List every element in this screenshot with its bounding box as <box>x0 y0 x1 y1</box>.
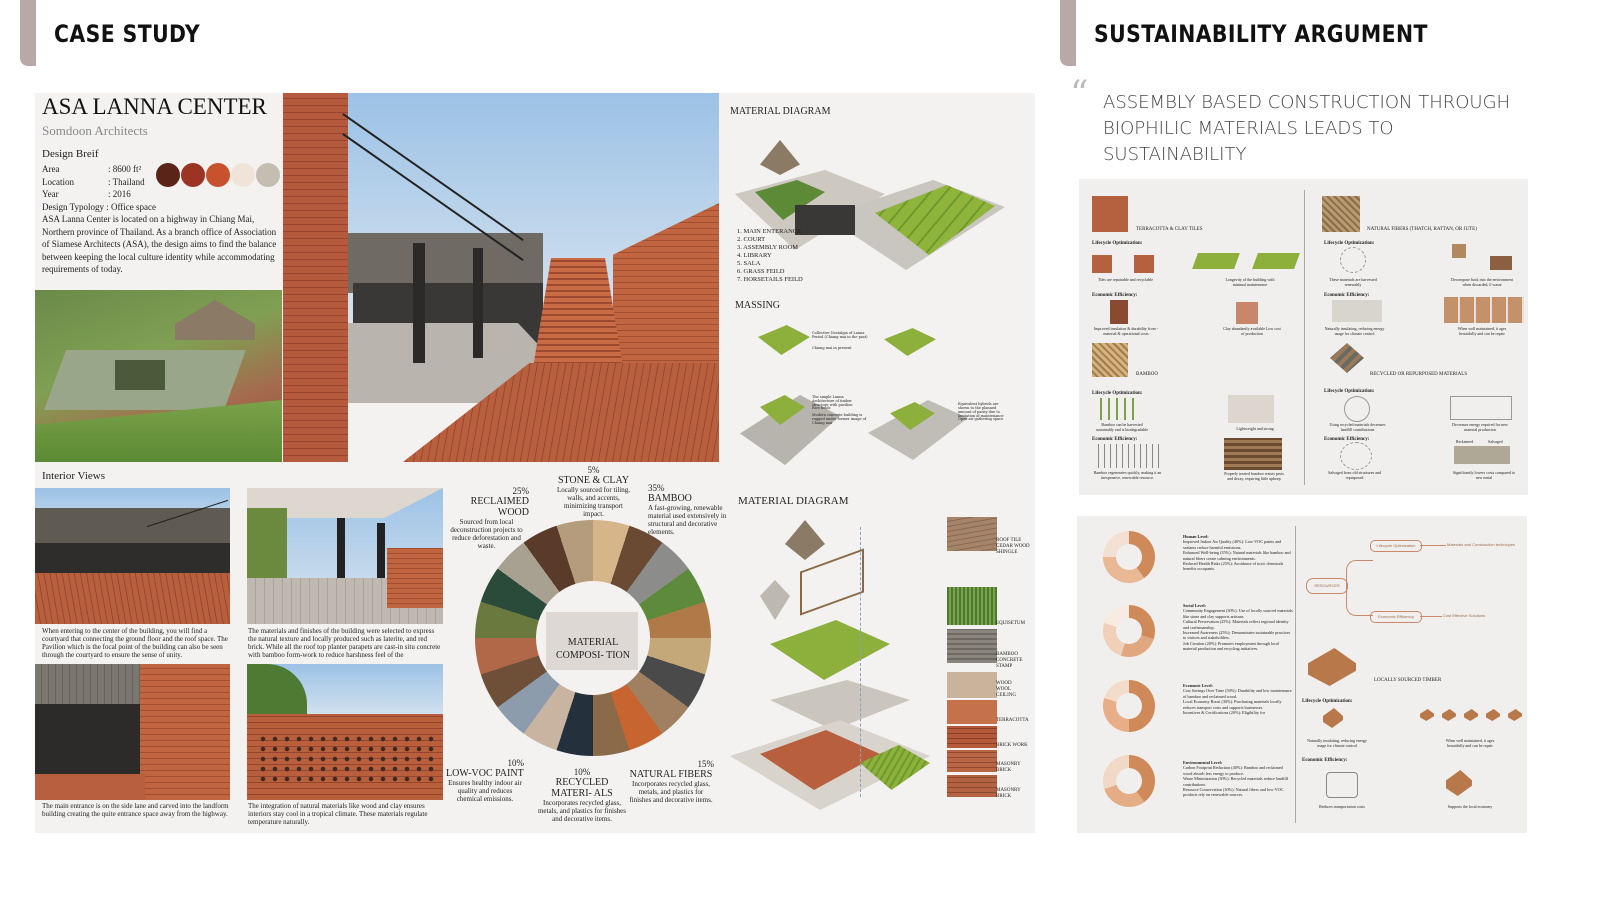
transport-icon <box>1326 772 1358 798</box>
social-level: Social Level: Community Engagement (30%): Use of locally sourced materials like stone and clay supports artisans. Cultural Preservation (25%): Materials reflect regional identity and craftsmanship. Increased Awareness (25%): Demonstrates sustainable practices to visitors and stakeholders. Job Creation (20%): Promotes employment through local material production and recycling initiatives. <box>1183 603 1293 652</box>
architect-name: Somdoon Architects <box>42 123 148 138</box>
lifecycle-label: Lifecycle Optimization: <box>1092 241 1143 246</box>
massing-note: The simple Lanna Architecture of timber structure with pavilion <box>812 395 853 407</box>
wheel-center-label: MATERIAL COMPOSI- TION <box>556 637 630 661</box>
building-icon <box>1192 253 1240 269</box>
timber-title: LOCALLY SOURCED TIMBER <box>1374 678 1442 683</box>
donut-hole <box>1116 693 1142 719</box>
cycle-icon <box>1340 247 1366 273</box>
environmental-level: Environmental Level: Carbon Footprint Reduction (40%): Bamboo and reclaimed wood absorb less energy to produce. Waste Minimization (30%): Recycled materials reduce landfill contributions. Resource Conservation (30%): Natural fibers and low-VOC products rely on renewable sources. <box>1183 760 1289 798</box>
clay-icon <box>1236 302 1258 324</box>
material-tile-roof <box>947 517 997 551</box>
bamboo-bundle-photo <box>1224 438 1282 470</box>
note: Naturally insulating, reducing energy usage for climate control <box>1307 738 1367 748</box>
tile-label: ROOF TILE CEDAR WOOD SHINGLE <box>996 538 1030 555</box>
interior-photo-3 <box>35 664 230 800</box>
mindmap-center: RESOURCES <box>1306 578 1348 594</box>
composition-label-natural-fibers: 15% NATURAL FIBERS Incorporates recycled glass, metals, and plastics for finishes and decorative items. <box>629 759 714 804</box>
lifecycle-label: Lifecycle Optimization: <box>1092 391 1143 396</box>
donut-hole <box>1116 768 1142 794</box>
bamboo-title: BAMBOO <box>1136 372 1158 377</box>
note: Significantly lowers costs compared to new metal <box>1452 470 1516 480</box>
fibers-title: NATURAL FIBERS (THATCH, RATTAN, OR JUTE) <box>1367 227 1477 232</box>
lifecycle-label: Lifecycle Optimization: <box>1324 241 1375 246</box>
interior-photo-1 <box>35 488 230 624</box>
tile-label: BAMBOO CONCRETE STAMP <box>996 652 1023 669</box>
material-tile-wood-wool <box>947 672 997 698</box>
case-study-header: CASE STUDY <box>54 20 201 48</box>
building-icon <box>1252 253 1300 269</box>
economic-level: Economic Level: Cost Savings Over Time (50%): Durability and low maintenance of bamboo and reclaimed wood. Local Economy Boost (30%): Purchasing materials locally reduces transport costs and supports businesses. Incentives & Certifications (20%): Eligibility for <box>1183 683 1292 716</box>
note: Decreases energy required for new material production <box>1452 422 1508 432</box>
note: Decompose back into the environment when discarded, 0 waste <box>1451 277 1513 287</box>
economic-label: Economic Efficiency: <box>1092 293 1138 298</box>
metal-icon <box>1454 446 1510 464</box>
note: Using recycled materials decreases landfill contributions <box>1329 422 1386 432</box>
economic-label: Economic Efficiency: <box>1092 437 1138 442</box>
note: Salvaged from old structures and repurposed <box>1328 470 1381 480</box>
sustainability-quote: ASSEMBLY BASED CONSTRUCTION THROUGH BIOPHILIC MATERIALS LEADS TO SUSTAINABILITY <box>1103 92 1511 165</box>
factory-icon <box>1450 396 1512 420</box>
header-accent-bar <box>20 0 36 66</box>
lifecycle-label: Lifecycle Optimization: <box>1324 389 1375 394</box>
insulation-icon <box>1332 300 1382 322</box>
note: Reclaimed <box>1456 439 1474 444</box>
timber-economic: Economic Efficiency: <box>1302 758 1348 763</box>
leader-line <box>860 527 862 797</box>
recycled-title: RECYCLED OR REPURPOSED MATERIALS <box>1370 372 1468 377</box>
economic-label: Economic Efficiency: <box>1324 437 1370 442</box>
tile-label: BRICK WORK <box>996 743 1028 748</box>
palette-swatch <box>231 163 255 187</box>
note: Bamboo can be harvested sustainably and is biodegradable <box>1095 422 1149 432</box>
massing-note: Open air gathering space <box>958 417 1004 421</box>
composition-label-bamboo: 35% BAMBOO A fast-growing, renewable material used extensively in structural and decorative elements. <box>648 483 727 536</box>
material-diagram-bottom-title: MATERIAL DIAGRAM <box>738 495 849 507</box>
panel-divider <box>1295 526 1296 823</box>
massing-note: Equivalent hybrids are shown to the planned amount of parity due to limitation of maintenance <box>958 402 1004 418</box>
material-tile-masonry <box>947 750 997 772</box>
note: These materials are harvested renewably <box>1329 277 1377 287</box>
tile-label: MASONRY BRICK <box>996 788 1021 799</box>
hero-photo <box>283 93 719 462</box>
project-title: ASA LANNA CENTER <box>42 94 267 119</box>
donut-hole <box>1116 618 1142 644</box>
recycle-icon <box>1344 396 1370 422</box>
interior-caption-4: The integration of natural materials like wood and clay ensures interiors stay cool in a tropical climate. These materials regulate temperature naturally. <box>248 802 428 826</box>
note: When well maintained, it ages beautifully and can be repair <box>1457 326 1507 336</box>
economic-label: Economic Efficiency: <box>1324 293 1370 298</box>
composition-label-low-voc-paint: 10% LOW-VOC PAINT Ensures healthy indoor air quality and reduces chemical emissions. <box>446 758 524 803</box>
exploded-axonometric <box>730 520 940 810</box>
note: Supports the local economy <box>1447 804 1493 809</box>
terracotta-title: TERRACOTTA & CLAY TILES <box>1136 227 1203 232</box>
material-diagram-title: MATERIAL DIAGRAM <box>730 106 831 117</box>
palette-swatch <box>156 163 180 187</box>
note: Reduces transportation costs <box>1319 804 1365 809</box>
mindmap-link <box>1420 545 1446 546</box>
box-icon <box>1452 244 1466 258</box>
lightweight-icon <box>1228 395 1274 423</box>
interior-caption-1: When entering to the center of the building, you will find a courtyard that connecting the ground floor and the roof space. The Pavilion which is the focal point of the building can also be seen through the courtyard to ensure the sense of unity. <box>42 627 228 659</box>
bamboo-growth-chart <box>1098 444 1160 468</box>
bamboo-plant-icon <box>1100 398 1140 420</box>
mindmap-link <box>1346 585 1373 616</box>
natural-fibers-swatch <box>1322 196 1360 232</box>
mindmap-branch: Lifecycle Optimization <box>1370 540 1422 552</box>
header-accent-bar <box>1060 0 1076 66</box>
tile-label: MASONRY BRICK <box>996 762 1021 773</box>
material-tile-masonry <box>947 775 997 797</box>
tile-label: EQUISETUM <box>996 621 1025 626</box>
bamboo-swatch <box>1092 343 1128 377</box>
mindmap-branch: Economic Efficiency <box>1370 611 1422 623</box>
terracotta-swatch <box>1092 196 1128 232</box>
composition-label-recycled: 10% RECYCLED MATERI- ALS Incorporates recycled glass, metals, and plastics for finishes and decorative items. <box>537 767 627 823</box>
massing-note: Rice fields <box>812 406 831 410</box>
tile-icon <box>1134 255 1154 273</box>
mindmap-link <box>1420 616 1442 617</box>
note: Bamboo regenerates quickly, making it an inexpensive, renewable resource. <box>1093 470 1162 480</box>
tile-icon <box>1092 255 1112 273</box>
palette-swatch <box>181 163 205 187</box>
interior-caption-2: The materials and finishes of the building were selected to express the natural texture and locally produced such as laterite, and red brick. While all the roof top planter parapets are cast-in situ concrete with bamboo form-work to reduce harshness feel of the <box>248 627 441 659</box>
palette-swatch <box>256 163 280 187</box>
sustainability-header: SUSTAINABILITY ARGUMENT <box>1094 20 1428 48</box>
massing-note: Chiang mai in present <box>812 346 852 350</box>
design-brief: Area : 8600 ft² Location : Thailand Year : 2016 Design Typology : Office space ASA Lanna Center is located on a highway in Chiang Mai, Northern province of Thailand. As a branch office of Association of Siamese Architects (ASA), the design aims to find the balance between keeping the local culture identity while accommodating requirements of today. <box>42 164 277 274</box>
material-tile-bamboo-concrete <box>947 629 997 663</box>
note: Tiles are repairable and recyclable <box>1098 277 1153 282</box>
palette-swatch <box>206 163 230 187</box>
material-tile-terracotta <box>947 700 997 724</box>
mindmap-leaf: Materials and Construction techniques <box>1447 542 1516 547</box>
interior-photo-2 <box>247 488 443 624</box>
soil-icon <box>1490 256 1512 270</box>
massing-note: Modern concrete building is rugged under former image of Chiang mai <box>812 413 867 425</box>
fiber-panels <box>1444 297 1524 323</box>
material-tile-equisetum <box>947 587 997 625</box>
quote-mark-icon: “ <box>1070 74 1089 115</box>
composition-label-stone-clay: 5% STONE & CLAY Locally sourced for tiling, walls, and accents, minimizing transport impact. <box>556 465 631 518</box>
diagram-legend: 1. MAIN ENTERANCE 2. COURT 3. ASSEMBLY ROOM 4. LIBRARY 5. SALA 6. GRASS FEILD 7. HORSETAILS FEILD <box>737 228 803 283</box>
aerial-photo <box>35 290 282 462</box>
donut-hole <box>1116 544 1142 570</box>
human-level: Human Level: Improved Indoor Air Quality (40%): Low-VOC paints and sealants reduce harmful emissions. Enhanced Well-being (35%): Natural materials like bamboo and natural fibers create calming environments. Reduced Health Risks (25%): Avoidance of toxic chemicals benefits occupants. <box>1183 534 1291 572</box>
note: When well maintained, it ages beautifully and can be repair <box>1445 738 1495 748</box>
insulation-icon <box>1110 300 1128 324</box>
salvage-icon <box>1340 442 1372 470</box>
note: Improved insulation & durability from - material & operational costs <box>1093 326 1159 336</box>
massing-title: MASSING <box>735 300 781 311</box>
note: Salvaged <box>1488 439 1503 444</box>
interior-heading: Interior Views <box>42 470 105 482</box>
material-tile-brick <box>947 726 997 748</box>
tile-label: WOOD WOOL CEILING <box>996 681 1016 698</box>
note: Clay abundantly available Low cost of production <box>1223 326 1281 336</box>
tile-label: TERRACOTTA <box>996 718 1029 723</box>
mindmap-leaf: Cost Effective Solutions <box>1443 613 1486 618</box>
interior-photo-4 <box>247 664 443 800</box>
massing-note: Collective Nostalgia of Lanna Period (Chiang mai in the past) <box>812 331 868 339</box>
brief-heading: Design Breif <box>42 148 99 160</box>
note: Longevity of the building with minimal maintenance <box>1225 277 1275 287</box>
note: Lightweight and strong <box>1236 426 1274 431</box>
note: Properly treated bamboo resists pests and decay, requiring little upkeep <box>1224 471 1284 481</box>
composition-label-reclaimed-wood: 25% RECLAIMED WOOD Sourced from local deconstruction projects to reduce deforestation and waste. <box>450 486 529 550</box>
panel-divider <box>1304 190 1305 485</box>
timber-lifecycle: Lifecycle Optimization: <box>1302 699 1353 704</box>
note: Naturally insulating, reducing energy usage for climate control <box>1324 326 1385 336</box>
interior-caption-3: The main entrance is on the side lane and carved into the landform building creating the quite entrance space away from the highway. <box>42 802 229 818</box>
